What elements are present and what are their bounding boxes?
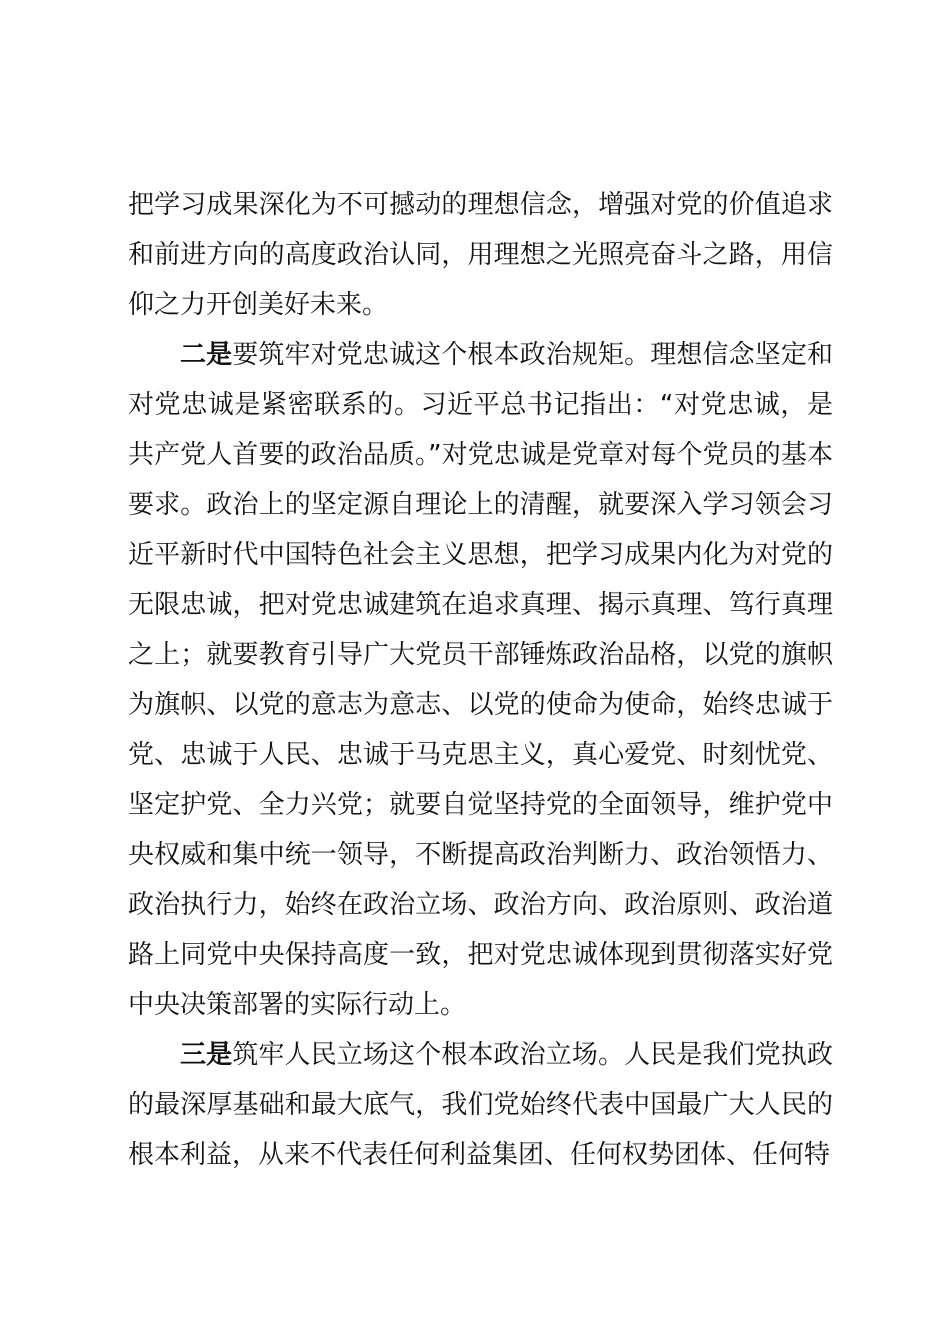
- paragraph-text: 把学习成果深化为不可撼动的理想信念，增强对党的价值追求和前进方向的高度政治认同，用理想之光照亮奋斗之路，用信仰之力开创美好未来。: [128, 190, 833, 320]
- paragraph-point-three: [128, 1030, 833, 1180]
- paragraph-text: 筑牢人民立场这个根本政治立场。人民是我们党执政的最深厚基础和最大底气，我们党始终代表中国最广大人民的根本利益，从来不代表任何利益集团、任何权势团体、任何特: [128, 1040, 833, 1170]
- paragraph-lead: 三是: [180, 1040, 233, 1070]
- paragraph-text: 要筑牢对党忠诚这个根本政治规矩。理想信念坚定和对党忠诚是紧密联系的。习近平总书记指出：“对党忠诚，是共产党人首要的政治品质。”对党忠诚是党章对每个党员的基本要求。政治上的坚定源自理论上的清醒，就要深入学习领会习近平新时代中国特色社会主义思想，把学习成果内化为对党的无限忠诚，把对党忠诚建筑在追求真理、揭示真理、笃行真理之上；就要教育引导广大党员干部锤炼政治品格，以党的旗帜为旗帜、以党的意志为意志、以党的使命为使命，始终忠诚于党、忠诚于人民、忠诚于马克思主义，真心爱党、时刻忧党、坚定护党、全力兴党；就要自觉坚持党的全面领导，维护党中央权威和集中统一领导，不断提高政治判断力、政治领悟力、政治执行力，始终在政治立场、政治方向、政治原则、政治道路上同党中央保持高度一致，把对党忠诚体现到贯彻落实好党中央决策部署的实际行动上。: [128, 340, 833, 1020]
- paragraph-lead: 二是: [180, 340, 233, 370]
- paragraph-point-two: [128, 330, 833, 1030]
- paragraph-continuation: [128, 180, 833, 330]
- document-body: [128, 180, 833, 1180]
